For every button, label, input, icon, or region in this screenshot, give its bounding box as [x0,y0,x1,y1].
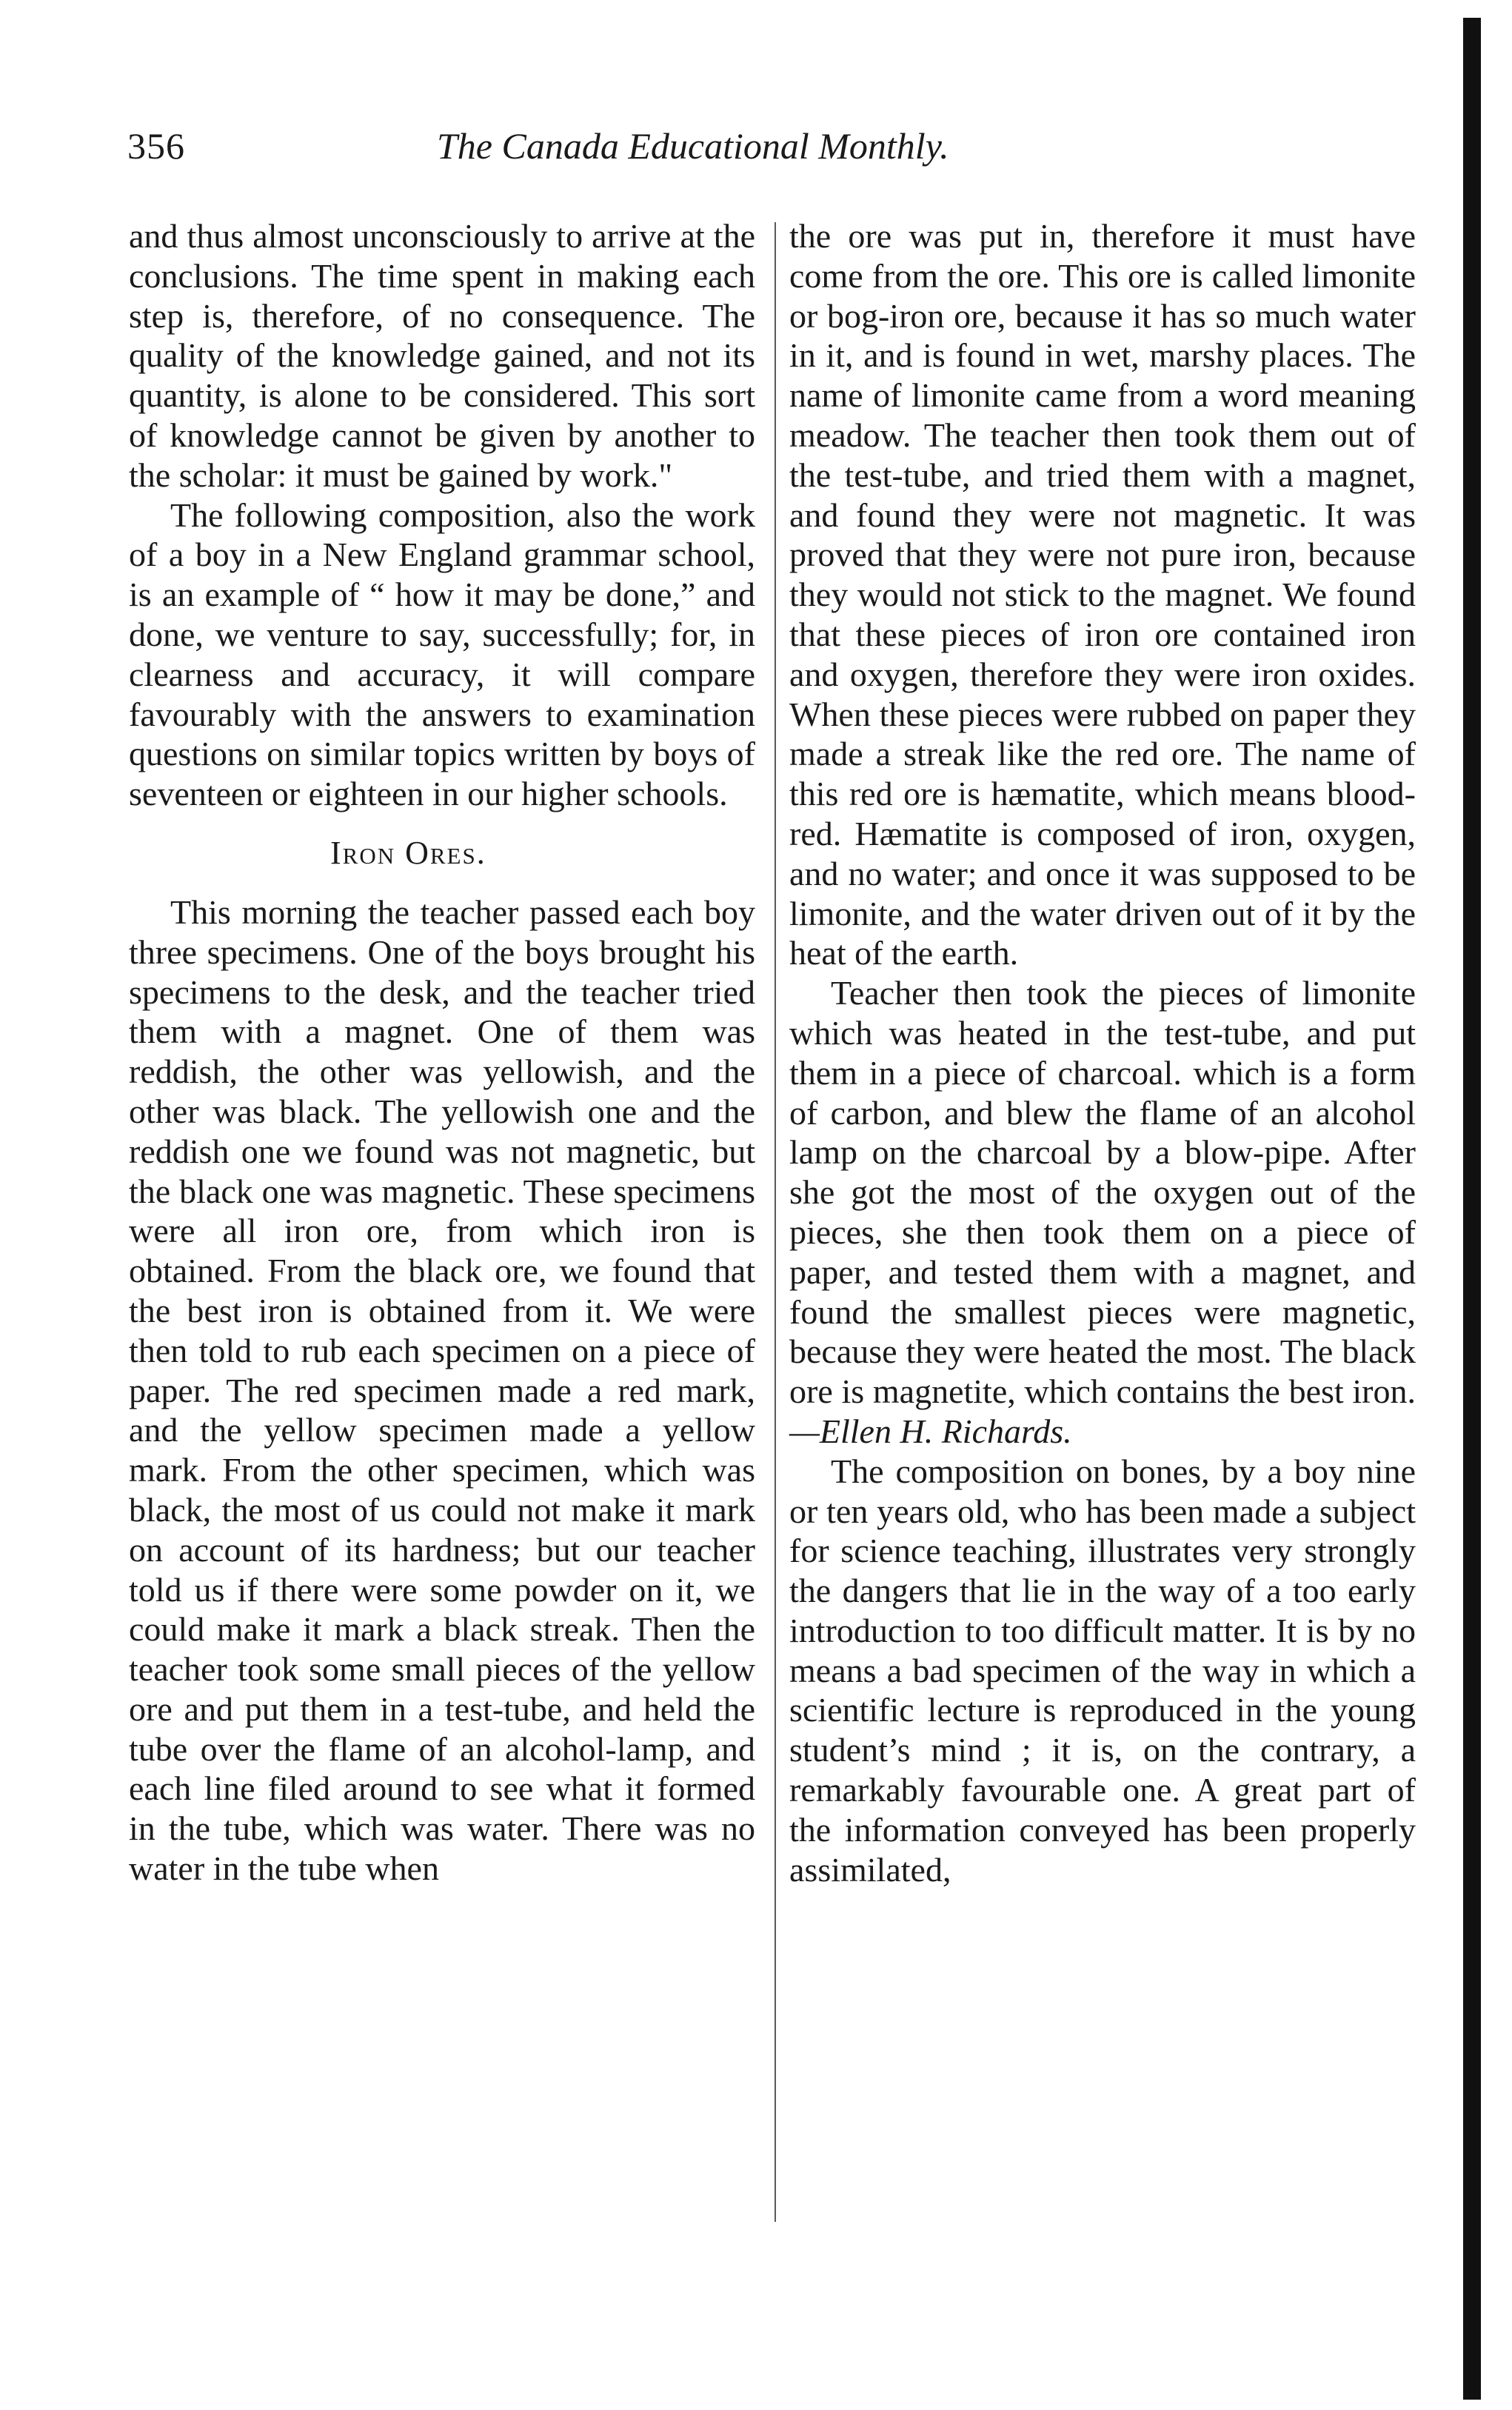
left-paragraph-3: This morning the teacher passed each boy three specimens. One of the boys brought his specimens to the desk, and the teacher tried them with a magnet. One of them was reddish, the other was yellowish, and the other was black. The yellowish one and the reddish one we found was not magnetic, but the black one was magnetic. These specimens were all iron ore, from which iron is obtained. From the black ore, we found that the best iron is obtained from it. We were then told to rub each specimen on a piece of paper. The red specimen made a red mark, and the yellow specimen made a yellow mark. From the other specimen, which was black, the most of us could not make it mark on account of its hardness; but our teacher told us if there were some powder on it, we could make it mark a black streak. Then the teacher took some small pieces of the yellow ore and put them in a test-tube, and held the tube over the flame of an alcohol-lamp, and each line filed around to see what it formed in the tube, which was water. There was no water in the tube when [129,892,755,1888]
left-column [129,216,755,1889]
right-column [789,216,1416,1889]
section-heading: Iron Ores. [330,834,486,871]
column-divider [775,222,776,2222]
right-paragraph-2-text: Teacher then took the pieces of limonite which was heated in the test-tube, and put them in a piece of charcoal. which is a form of carbon, and blew the flame of an alcohol lamp on the charcoal by a blow-pipe. After she got the most of the oxygen out of the pieces, she then took them on a piece of paper, and tested them with a magnet, and found the smallest pieces were magnetic, because they were heated the most. The black ore is magnetite, which contains the best iron. [789,974,1416,1411]
right-paragraph-1: the ore was put in, therefore it must have come from the ore. This ore is called limonite or bog-iron ore, because it has so much water in it, and is found in wet, marshy places. The name of limonite came from a word meaning meadow. The teacher then took them out of the test-tube, and tried them with a magnet, and found they were not magnetic. It was proved that they were not pure iron, because they would not stick to the magnet. We found that these pieces of iron ore contained iron and oxygen, therefore they were iron oxides. When these pieces were rubbed on paper they made a streak like the red ore. The name of this red ore is hæmatite, which means blood-red. Hæmatite is composed of iron, oxygen, and no water; and once it was supposed to be limonite, and the water driven out of it by the heat of the earth. [789,217,1416,972]
scan-edge-bar [1463,18,1481,2400]
left-paragraph-1: and thus almost unconsciously to arrive at the conclusions. The time spent in making each step is, therefore, of no consequence. The quality of the knowledge gained, and not its quantity, is alone to be considered. This sort of knowledge cannot be given by another to the scholar: it must be gained by work." [129,217,755,494]
right-paragraph-2 [789,973,1416,1452]
page-number: 356 [127,125,185,167]
right-paragraph-3: The composition on bones, by a boy nine or ten years old, who has been made a subject for science teaching, illustrates very strongly the dangers that lie in the way of a too early introduction to too difficult matter. It is by no means a bad specimen of the way in which a scientific lecture is reproduced in the young student’s mind ; it is, on the contrary, a remarkably favourable one. A great part of the information conveyed has been properly assimilated, [789,1452,1416,1889]
running-title: The Canada Educational Monthly. [437,125,949,167]
left-paragraph-2: The following composition, also the work of a boy in a New England grammar school, is an example of “ how it may be done,” and done, we venture to say, successfully; for, in clearness and accuracy, it will compare favourably with the answers to examination questions on similar topics written by boys of seventeen or eighteen in our higher schools. [129,495,755,813]
attribution: —Ellen H. Richards. [789,1412,1072,1450]
